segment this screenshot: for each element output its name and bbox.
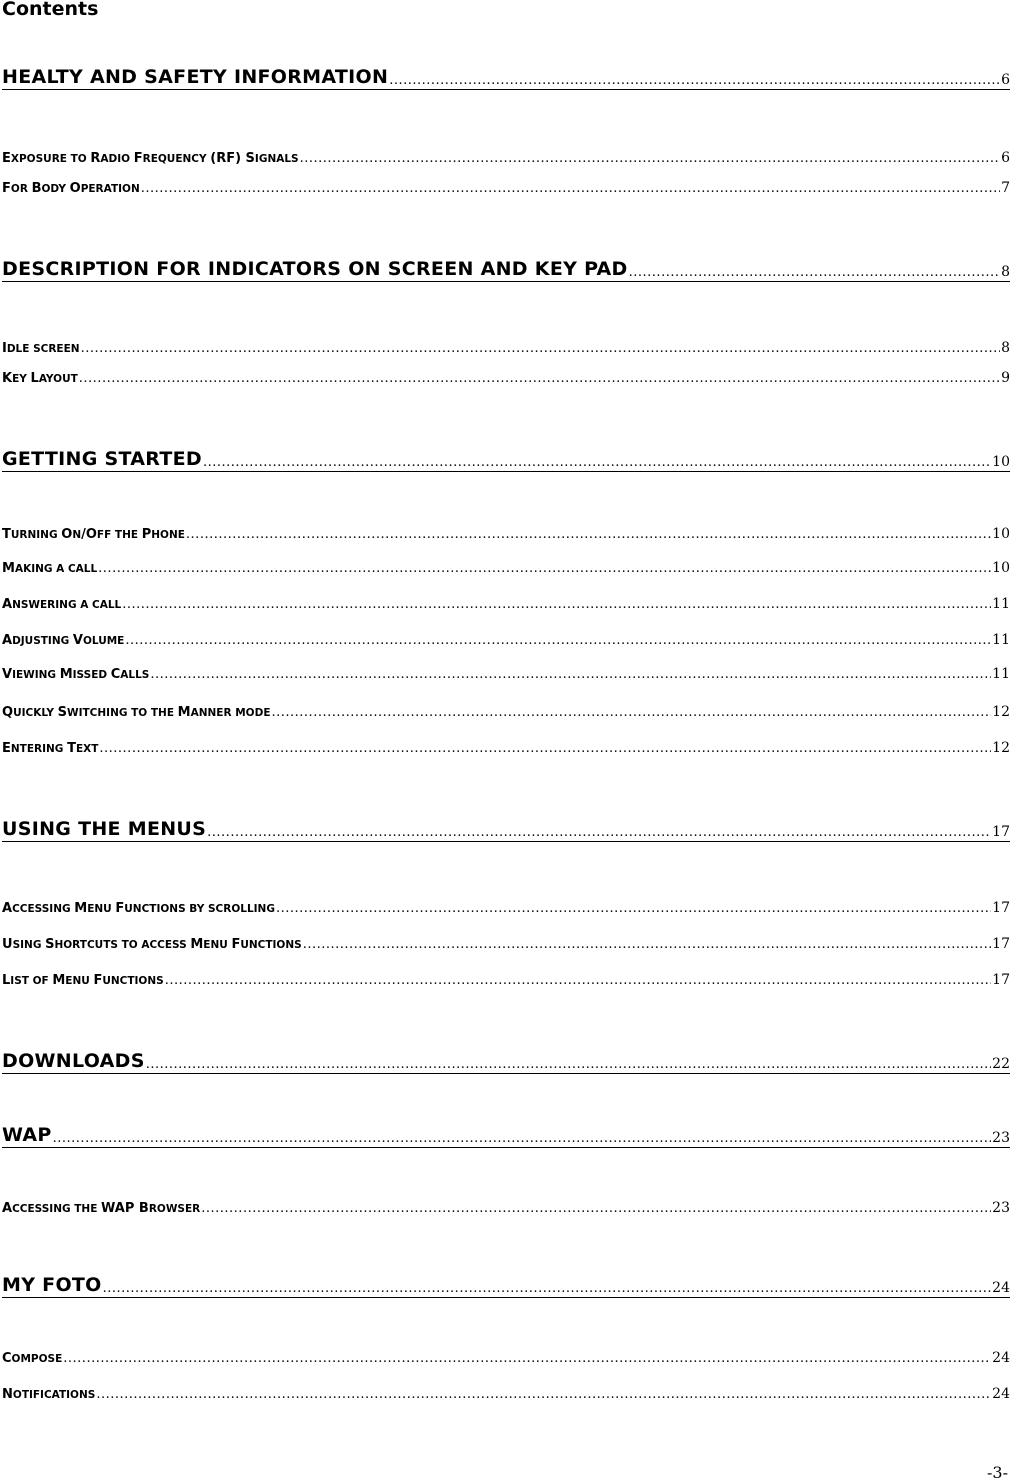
dot-leader — [303, 937, 991, 952]
toc-section-entry[interactable] — [2, 150, 1010, 166]
toc-entry-label: LIST OF MENU FUNCTIONS — [2, 973, 164, 988]
toc-entry-label: IDLE SCREEN — [2, 341, 80, 356]
toc-chapter-entry[interactable] — [2, 818, 1010, 842]
dot-leader — [103, 1281, 992, 1296]
toc-entry-label: ACCESSING THE WAP BROWSER — [2, 1201, 201, 1216]
page-number: -3- — [987, 1463, 1008, 1482]
dot-leader — [79, 371, 1000, 386]
toc-section-entry[interactable] — [2, 704, 1010, 720]
dot-leader — [96, 1387, 991, 1402]
dot-leader — [53, 1131, 992, 1146]
dot-leader — [81, 341, 1001, 356]
toc-page-number: 10 — [992, 454, 1010, 470]
toc-section-entry[interactable] — [2, 560, 1010, 576]
toc-section-entry[interactable] — [2, 1200, 1010, 1216]
toc-entry-label: COMPOSE — [2, 1351, 63, 1366]
toc-page-number: 17 — [992, 936, 1010, 952]
toc-page-number: 17 — [992, 900, 1010, 916]
toc-section-entry[interactable] — [2, 596, 1010, 612]
toc-section-entry[interactable] — [2, 740, 1010, 756]
toc-page-number: 24 — [992, 1350, 1010, 1366]
dot-leader — [125, 633, 991, 648]
toc-entry-label: ACCESSING MENU FUNCTIONS BY SCROLLING — [2, 901, 275, 916]
toc-page-number: 24 — [992, 1280, 1010, 1296]
toc-chapter-entry[interactable] — [2, 258, 1010, 282]
toc-chapter-entry[interactable] — [2, 66, 1010, 90]
toc-section-entry[interactable] — [2, 972, 1010, 988]
toc-chapter-entry[interactable] — [2, 1124, 1010, 1148]
toc-entry-label: DESCRIPTION FOR INDICATORS ON SCREEN AND KEY PAD — [2, 258, 628, 280]
toc-page-number: 8 — [1001, 340, 1010, 356]
dot-leader — [99, 741, 991, 756]
toc-page-number: 12 — [992, 704, 1010, 720]
toc-entry-label: ENTERING TEXT — [2, 741, 99, 756]
dot-leader — [300, 151, 1000, 166]
dot-leader — [276, 901, 991, 916]
toc-entry-label: ADJUSTING VOLUME — [2, 633, 125, 648]
dot-leader — [150, 667, 991, 682]
dot-leader — [207, 825, 991, 840]
toc-entry-label: KEY LAYOUT — [2, 371, 78, 386]
toc-entry-label: EXPOSURE TO RADIO FREQUENCY (RF) SIGNALS — [2, 151, 299, 166]
toc-section-entry[interactable] — [2, 526, 1010, 542]
dot-leader — [203, 455, 991, 470]
toc-section-entry[interactable] — [2, 900, 1010, 916]
toc-section-entry[interactable] — [2, 370, 1010, 386]
toc-page-number: 24 — [992, 1386, 1010, 1402]
toc-page-number: 22 — [992, 1056, 1010, 1072]
dot-leader — [63, 1351, 991, 1366]
toc-page-number: 8 — [1001, 264, 1010, 280]
toc-page-number: 6 — [1001, 150, 1010, 166]
toc-entry-label: HEALTY AND SAFETY INFORMATION — [2, 66, 389, 88]
toc-section-entry[interactable] — [2, 936, 1010, 952]
dot-leader — [629, 265, 1000, 280]
toc-page-number: 12 — [992, 740, 1010, 756]
toc-section-entry[interactable] — [2, 340, 1010, 356]
toc-entry-label: DOWNLOADS — [2, 1050, 145, 1072]
toc-page-number: 11 — [992, 666, 1010, 682]
toc-section-entry[interactable] — [2, 1350, 1010, 1366]
toc-entry-label: VIEWING MISSED CALLS — [2, 667, 150, 682]
toc-section-entry[interactable] — [2, 180, 1010, 196]
dot-leader — [122, 597, 991, 612]
toc-entry-label: GETTING STARTED — [2, 448, 202, 470]
dot-leader — [146, 1057, 991, 1072]
toc-chapter-entry[interactable] — [2, 1274, 1010, 1298]
dot-leader — [201, 1201, 991, 1216]
dot-leader — [272, 705, 992, 720]
toc-section-entry[interactable] — [2, 666, 1010, 682]
toc-entry-label: ANSWERING A CALL — [2, 597, 122, 612]
toc-page-number: 23 — [992, 1200, 1010, 1216]
toc-page-number: 6 — [1001, 72, 1010, 88]
toc-page-number: 17 — [992, 972, 1010, 988]
toc-page-number: 11 — [992, 632, 1010, 648]
toc-entry-label: MY FOTO — [2, 1274, 102, 1296]
dot-leader — [186, 527, 991, 542]
toc-entry-label: QUICKLY SWITCHING TO THE MANNER MODE — [2, 705, 271, 720]
toc-chapter-entry[interactable] — [2, 1050, 1010, 1074]
toc-page-number: 10 — [992, 560, 1010, 576]
toc-chapter-entry[interactable] — [2, 448, 1010, 472]
toc-page-number: 17 — [992, 824, 1010, 840]
toc-entry-label: NOTIFICATIONS — [2, 1387, 96, 1402]
toc-page-number: 7 — [1001, 180, 1010, 196]
toc-entry-label: WAP — [2, 1124, 52, 1146]
toc-page-number: 11 — [992, 596, 1010, 612]
toc-page-number: 9 — [1001, 370, 1010, 386]
dot-leader — [389, 73, 1000, 88]
toc-entry-label: USING SHORTCUTS TO ACCESS MENU FUNCTIONS — [2, 937, 302, 952]
toc-page-number: 23 — [992, 1130, 1010, 1146]
toc-entry-label: TURNING ON/OFF THE PHONE — [2, 527, 185, 542]
dot-leader — [141, 181, 1000, 196]
dot-leader — [165, 973, 991, 988]
toc-entry-label: USING THE MENUS — [2, 818, 207, 840]
toc-entry-label: MAKING A CALL — [2, 561, 98, 576]
toc-section-entry[interactable] — [2, 632, 1010, 648]
toc-entry-label: FOR BODY OPERATION — [2, 181, 140, 196]
table-of-contents — [2, 0, 1010, 1460]
toc-section-entry[interactable] — [2, 1386, 1010, 1402]
toc-page-number: 10 — [992, 526, 1010, 542]
dot-leader — [98, 561, 991, 576]
page-title: Contents — [2, 0, 99, 20]
